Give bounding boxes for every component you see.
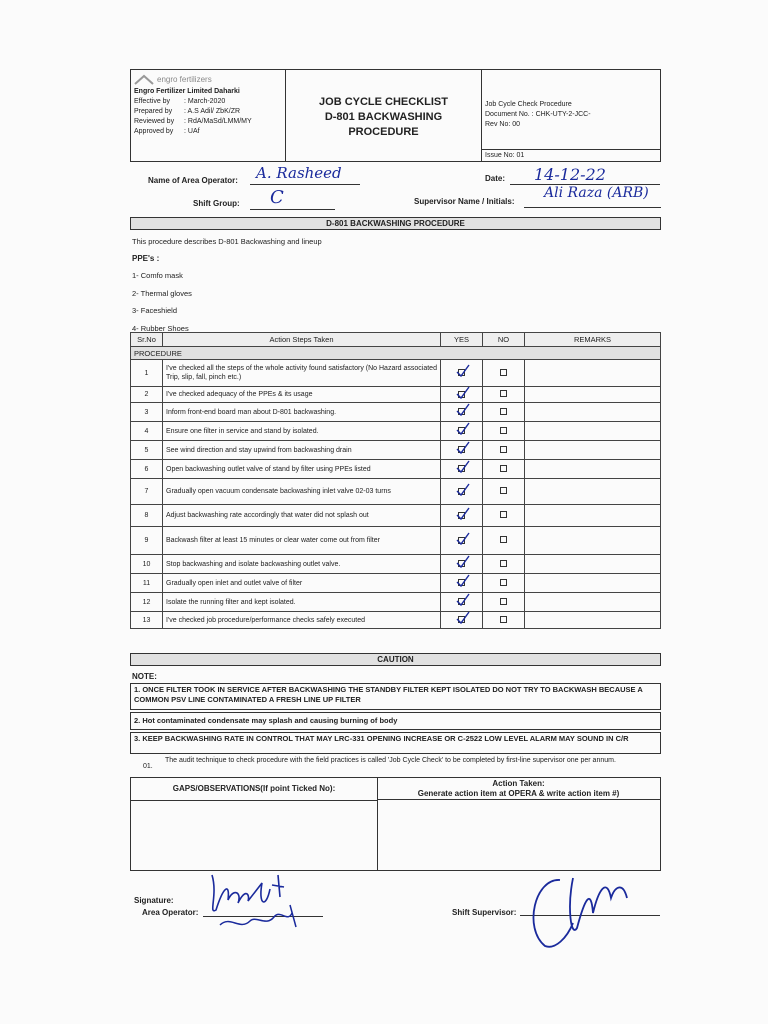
- checkbox-icon: [500, 369, 507, 376]
- table-row: [131, 574, 661, 593]
- checkbox-icon: [500, 511, 507, 518]
- ppe-item: 1- Comfo mask: [132, 271, 183, 280]
- yes-checkbox[interactable]: [441, 574, 483, 593]
- checkbox-icon: [500, 616, 507, 623]
- ppe-item: 2- Thermal gloves: [132, 288, 192, 298]
- yes-checkbox[interactable]: [441, 441, 483, 460]
- header-doc-info: [482, 70, 660, 161]
- check-mark-icon: [456, 557, 468, 569]
- checkbox-icon: [500, 598, 507, 605]
- checkbox-icon: [500, 446, 507, 453]
- supervisor-handwriting: Ali Raza (ARB): [544, 185, 649, 201]
- table-row: [131, 387, 661, 403]
- meta-value: : A.S Adil/ ZbK/ZR: [184, 108, 241, 115]
- title-line-1: JOB CYCLE CHECKLIST: [319, 96, 448, 108]
- check-mark-icon: [456, 534, 468, 546]
- check-mark-icon: [456, 424, 468, 436]
- row-action-text: Isolate the running filter and kept isolated.: [163, 593, 441, 612]
- header-company-block: [131, 70, 286, 161]
- no-checkbox[interactable]: [483, 422, 525, 441]
- area-operator-signature: [200, 865, 310, 945]
- revision-number: Rev No: 00: [485, 121, 521, 128]
- check-mark-icon: [456, 509, 468, 521]
- shift-handwriting: C: [270, 187, 284, 208]
- document-header: [130, 69, 661, 162]
- row-action-text: Open backwashing outlet valve of stand by filter using PPEs listed: [163, 460, 441, 479]
- yes-checkbox[interactable]: [441, 422, 483, 441]
- table-row: [131, 593, 661, 612]
- check-mark-icon: [456, 576, 468, 588]
- table-row: [131, 441, 661, 460]
- table-header-row: [131, 333, 661, 347]
- no-checkbox[interactable]: [483, 593, 525, 612]
- header-meta-row: [134, 117, 282, 127]
- row-number: 13: [131, 612, 163, 629]
- ppe-item: 4- Rubber Shoes: [132, 323, 189, 333]
- row-action-text: Stop backwashing and isolate backwashing outlet valve.: [163, 555, 441, 574]
- supervisor-field[interactable]: [524, 185, 661, 208]
- supervisor-label: Supervisor Name / Initials:: [414, 197, 515, 206]
- no-header: NO: [483, 333, 525, 347]
- yes-checkbox[interactable]: [441, 505, 483, 527]
- document-number: Document No. : CHK-UTY-2-JCC-: [485, 111, 591, 118]
- header-meta-list: [134, 97, 282, 137]
- document-title: [286, 70, 482, 161]
- table-row: [131, 505, 661, 527]
- no-checkbox[interactable]: [483, 505, 525, 527]
- gaps-input[interactable]: [131, 800, 378, 870]
- no-checkbox[interactable]: [483, 555, 525, 574]
- checkbox-icon: [500, 536, 507, 543]
- action-taken-title: Action Taken:: [492, 779, 545, 788]
- yes-checkbox[interactable]: [441, 460, 483, 479]
- header-meta-row: [134, 127, 282, 137]
- remarks-cell[interactable]: [525, 360, 661, 387]
- logo-icon: [134, 74, 154, 86]
- row-number: 8: [131, 505, 163, 527]
- no-checkbox[interactable]: [483, 403, 525, 422]
- no-checkbox[interactable]: [483, 441, 525, 460]
- shift-field[interactable]: [250, 187, 335, 210]
- remarks-cell[interactable]: [525, 593, 661, 612]
- remarks-cell[interactable]: [525, 387, 661, 403]
- row-action-text: I've checked job procedure/performance checks safely executed: [163, 612, 441, 629]
- yes-checkbox[interactable]: [441, 527, 483, 555]
- header-divider: [482, 149, 660, 150]
- row-number: 6: [131, 460, 163, 479]
- table-row: [131, 422, 661, 441]
- row-action-text: Gradually open inlet and outlet valve of filter: [163, 574, 441, 593]
- ppe-title: PPE's :: [132, 254, 160, 263]
- check-mark-icon: [456, 388, 468, 400]
- row-number: 11: [131, 574, 163, 593]
- action-header: Action Steps Taken: [163, 333, 441, 347]
- action-taken-subtitle: Generate action item at OPERA & write action item #): [417, 789, 620, 798]
- table-row: [131, 460, 661, 479]
- row-number: 2: [131, 387, 163, 403]
- yes-checkbox[interactable]: [441, 555, 483, 574]
- gaps-header: GAPS/OBSERVATIONS(If point Ticked No):: [131, 778, 378, 801]
- check-mark-icon: [456, 613, 468, 625]
- meta-key: Reviewed by: [134, 118, 175, 125]
- row-number: 10: [131, 555, 163, 574]
- header-meta-row: [134, 107, 282, 117]
- caution-band: CAUTION: [130, 653, 661, 666]
- yes-checkbox[interactable]: [441, 612, 483, 629]
- row-number: 3: [131, 403, 163, 422]
- shift-supervisor-label: Shift Supervisor:: [452, 908, 517, 917]
- remarks-cell[interactable]: [525, 612, 661, 629]
- company-name: Engro Fertilizer Limited Daharki: [134, 88, 240, 95]
- row-action-text: Gradually open vacuum condensate backwashing inlet valve 02-03 turns: [163, 479, 441, 505]
- yes-checkbox[interactable]: [441, 403, 483, 422]
- operator-label: Name of Area Operator:: [148, 176, 238, 185]
- yes-checkbox[interactable]: [441, 593, 483, 612]
- check-mark-icon: [456, 366, 468, 378]
- check-mark-icon: [456, 443, 468, 455]
- meta-key: Prepared by: [134, 108, 173, 115]
- operator-handwriting: A. Rasheed: [256, 164, 342, 182]
- meta-key: Approved by: [134, 128, 174, 135]
- sr-header: Sr.No: [131, 333, 163, 347]
- date-handwriting: 14-12-22: [534, 165, 606, 184]
- row-action-text: I've checked adequacy of the PPEs & its usage: [163, 387, 441, 403]
- row-action-text: Inform front-end board man about D-801 backwashing.: [163, 403, 441, 422]
- row-action-text: Ensure one filter in service and stand by isolated.: [163, 422, 441, 441]
- table-row: [131, 360, 661, 387]
- checkbox-icon: [500, 465, 507, 472]
- row-action-text: See wind direction and stay upwind from backwashing drain: [163, 441, 441, 460]
- no-checkbox[interactable]: [483, 574, 525, 593]
- no-checkbox[interactable]: [483, 479, 525, 505]
- row-action-text: Backwash filter at least 15 minutes or clear water come out from filter: [163, 527, 441, 555]
- meta-value: : RdA/MaSd/LMM/MY: [184, 118, 252, 125]
- footnote-number: 01.: [143, 763, 153, 770]
- note-title: NOTE:: [132, 672, 157, 681]
- no-checkbox[interactable]: [483, 612, 525, 629]
- ppe-list: [132, 267, 192, 337]
- action-taken-header: [377, 778, 660, 800]
- remarks-cell[interactable]: [525, 555, 661, 574]
- company-logo: [134, 73, 282, 87]
- check-mark-icon: [456, 595, 468, 607]
- shift-label: Shift Group:: [193, 199, 240, 208]
- remarks-cell[interactable]: [525, 422, 661, 441]
- note-2: 2. Hot contaminated condensate may splash and causing burning of body: [130, 712, 661, 730]
- note-3: 3. KEEP BACKWASHING RATE IN CONTROL THAT MAY LRC-331 OPENING INCREASE OR C-2522 LOW LEVEL ALARM MAY SOUND IN C/R: [130, 732, 661, 754]
- remarks-cell[interactable]: [525, 505, 661, 527]
- section-title: D-801 BACKWASHING PROCEDURE: [130, 217, 661, 230]
- row-number: 7: [131, 479, 163, 505]
- date-label: Date:: [485, 174, 506, 183]
- signature-label: Signature:: [134, 896, 174, 905]
- remarks-cell[interactable]: [525, 479, 661, 505]
- row-number: 4: [131, 422, 163, 441]
- operator-field[interactable]: [250, 164, 360, 185]
- remarks-cell[interactable]: [525, 403, 661, 422]
- procedure-label: PROCEDURE: [131, 347, 661, 360]
- no-checkbox[interactable]: [483, 527, 525, 555]
- title-line-3: PROCEDURE: [348, 126, 419, 138]
- checkbox-icon: [500, 427, 507, 434]
- footnote-text: The audit technique to check procedure with the field practices is called 'Job Cycle Check' to be completed by first-line supervisor one per annum.: [165, 757, 616, 764]
- checkbox-icon: [500, 579, 507, 586]
- table-row: [131, 403, 661, 422]
- doc-type: Job Cycle Check Procedure: [485, 101, 572, 108]
- note-1: 1. ONCE FILTER TOOK IN SERVICE AFTER BACKWASHING THE STANDBY FILTER KEPT ISOLATED DO NOT TRY TO BACKWASH BECAUSE A COMMON PSV LINE CONTAMINATED A FRESH LINE UP FILTER: [130, 683, 661, 710]
- row-number: 5: [131, 441, 163, 460]
- remarks-header: REMARKS: [525, 333, 661, 347]
- date-field[interactable]: [510, 165, 660, 185]
- remarks-cell[interactable]: [525, 460, 661, 479]
- ppe-item: 3- Faceshield: [132, 306, 178, 315]
- remarks-cell[interactable]: [525, 574, 661, 593]
- checkbox-icon: [500, 408, 507, 415]
- header-meta-row: [134, 97, 282, 107]
- gaps-table: [130, 777, 661, 871]
- remarks-cell[interactable]: [525, 441, 661, 460]
- yes-header: YES: [441, 333, 483, 347]
- row-number: 1: [131, 360, 163, 387]
- yes-checkbox[interactable]: [441, 360, 483, 387]
- table-row: [131, 479, 661, 505]
- row-action-text: Adjust backwashing rate accordingly that water did not splash out: [163, 505, 441, 527]
- row-number: 12: [131, 593, 163, 612]
- check-mark-icon: [456, 485, 468, 497]
- table-row: [131, 527, 661, 555]
- checkbox-icon: [500, 390, 507, 397]
- remarks-cell[interactable]: [525, 527, 661, 555]
- action-input[interactable]: [377, 800, 660, 870]
- logo-text: engro fertilizers: [157, 75, 212, 84]
- meta-value: : UAf: [184, 128, 200, 135]
- check-mark-icon: [456, 405, 468, 417]
- area-operator-label: Area Operator:: [142, 908, 199, 917]
- check-mark-icon: [456, 462, 468, 474]
- no-checkbox[interactable]: [483, 360, 525, 387]
- meta-key: Effective by: [134, 98, 171, 105]
- title-line-2: D-801 BACKWASHING: [324, 111, 443, 123]
- row-action-text: I've checked all the steps of the whole activity found satisfactory (No Hazard associated Trip, slip, fall, pinch etc.): [163, 360, 441, 387]
- shift-supervisor-signature: [515, 868, 655, 953]
- row-number: 9: [131, 527, 163, 555]
- issue-number: Issue No: 01: [485, 152, 525, 159]
- yes-checkbox[interactable]: [441, 387, 483, 403]
- checklist-table: [130, 332, 661, 629]
- table-row: [131, 612, 661, 629]
- intro-text: This procedure describes D-801 Backwashing and lineup: [132, 237, 322, 246]
- checkbox-icon: [500, 487, 507, 494]
- no-checkbox[interactable]: [483, 387, 525, 403]
- no-checkbox[interactable]: [483, 460, 525, 479]
- checkbox-icon: [500, 560, 507, 567]
- yes-checkbox[interactable]: [441, 479, 483, 505]
- meta-value: : March-2020: [184, 98, 226, 105]
- table-row: [131, 555, 661, 574]
